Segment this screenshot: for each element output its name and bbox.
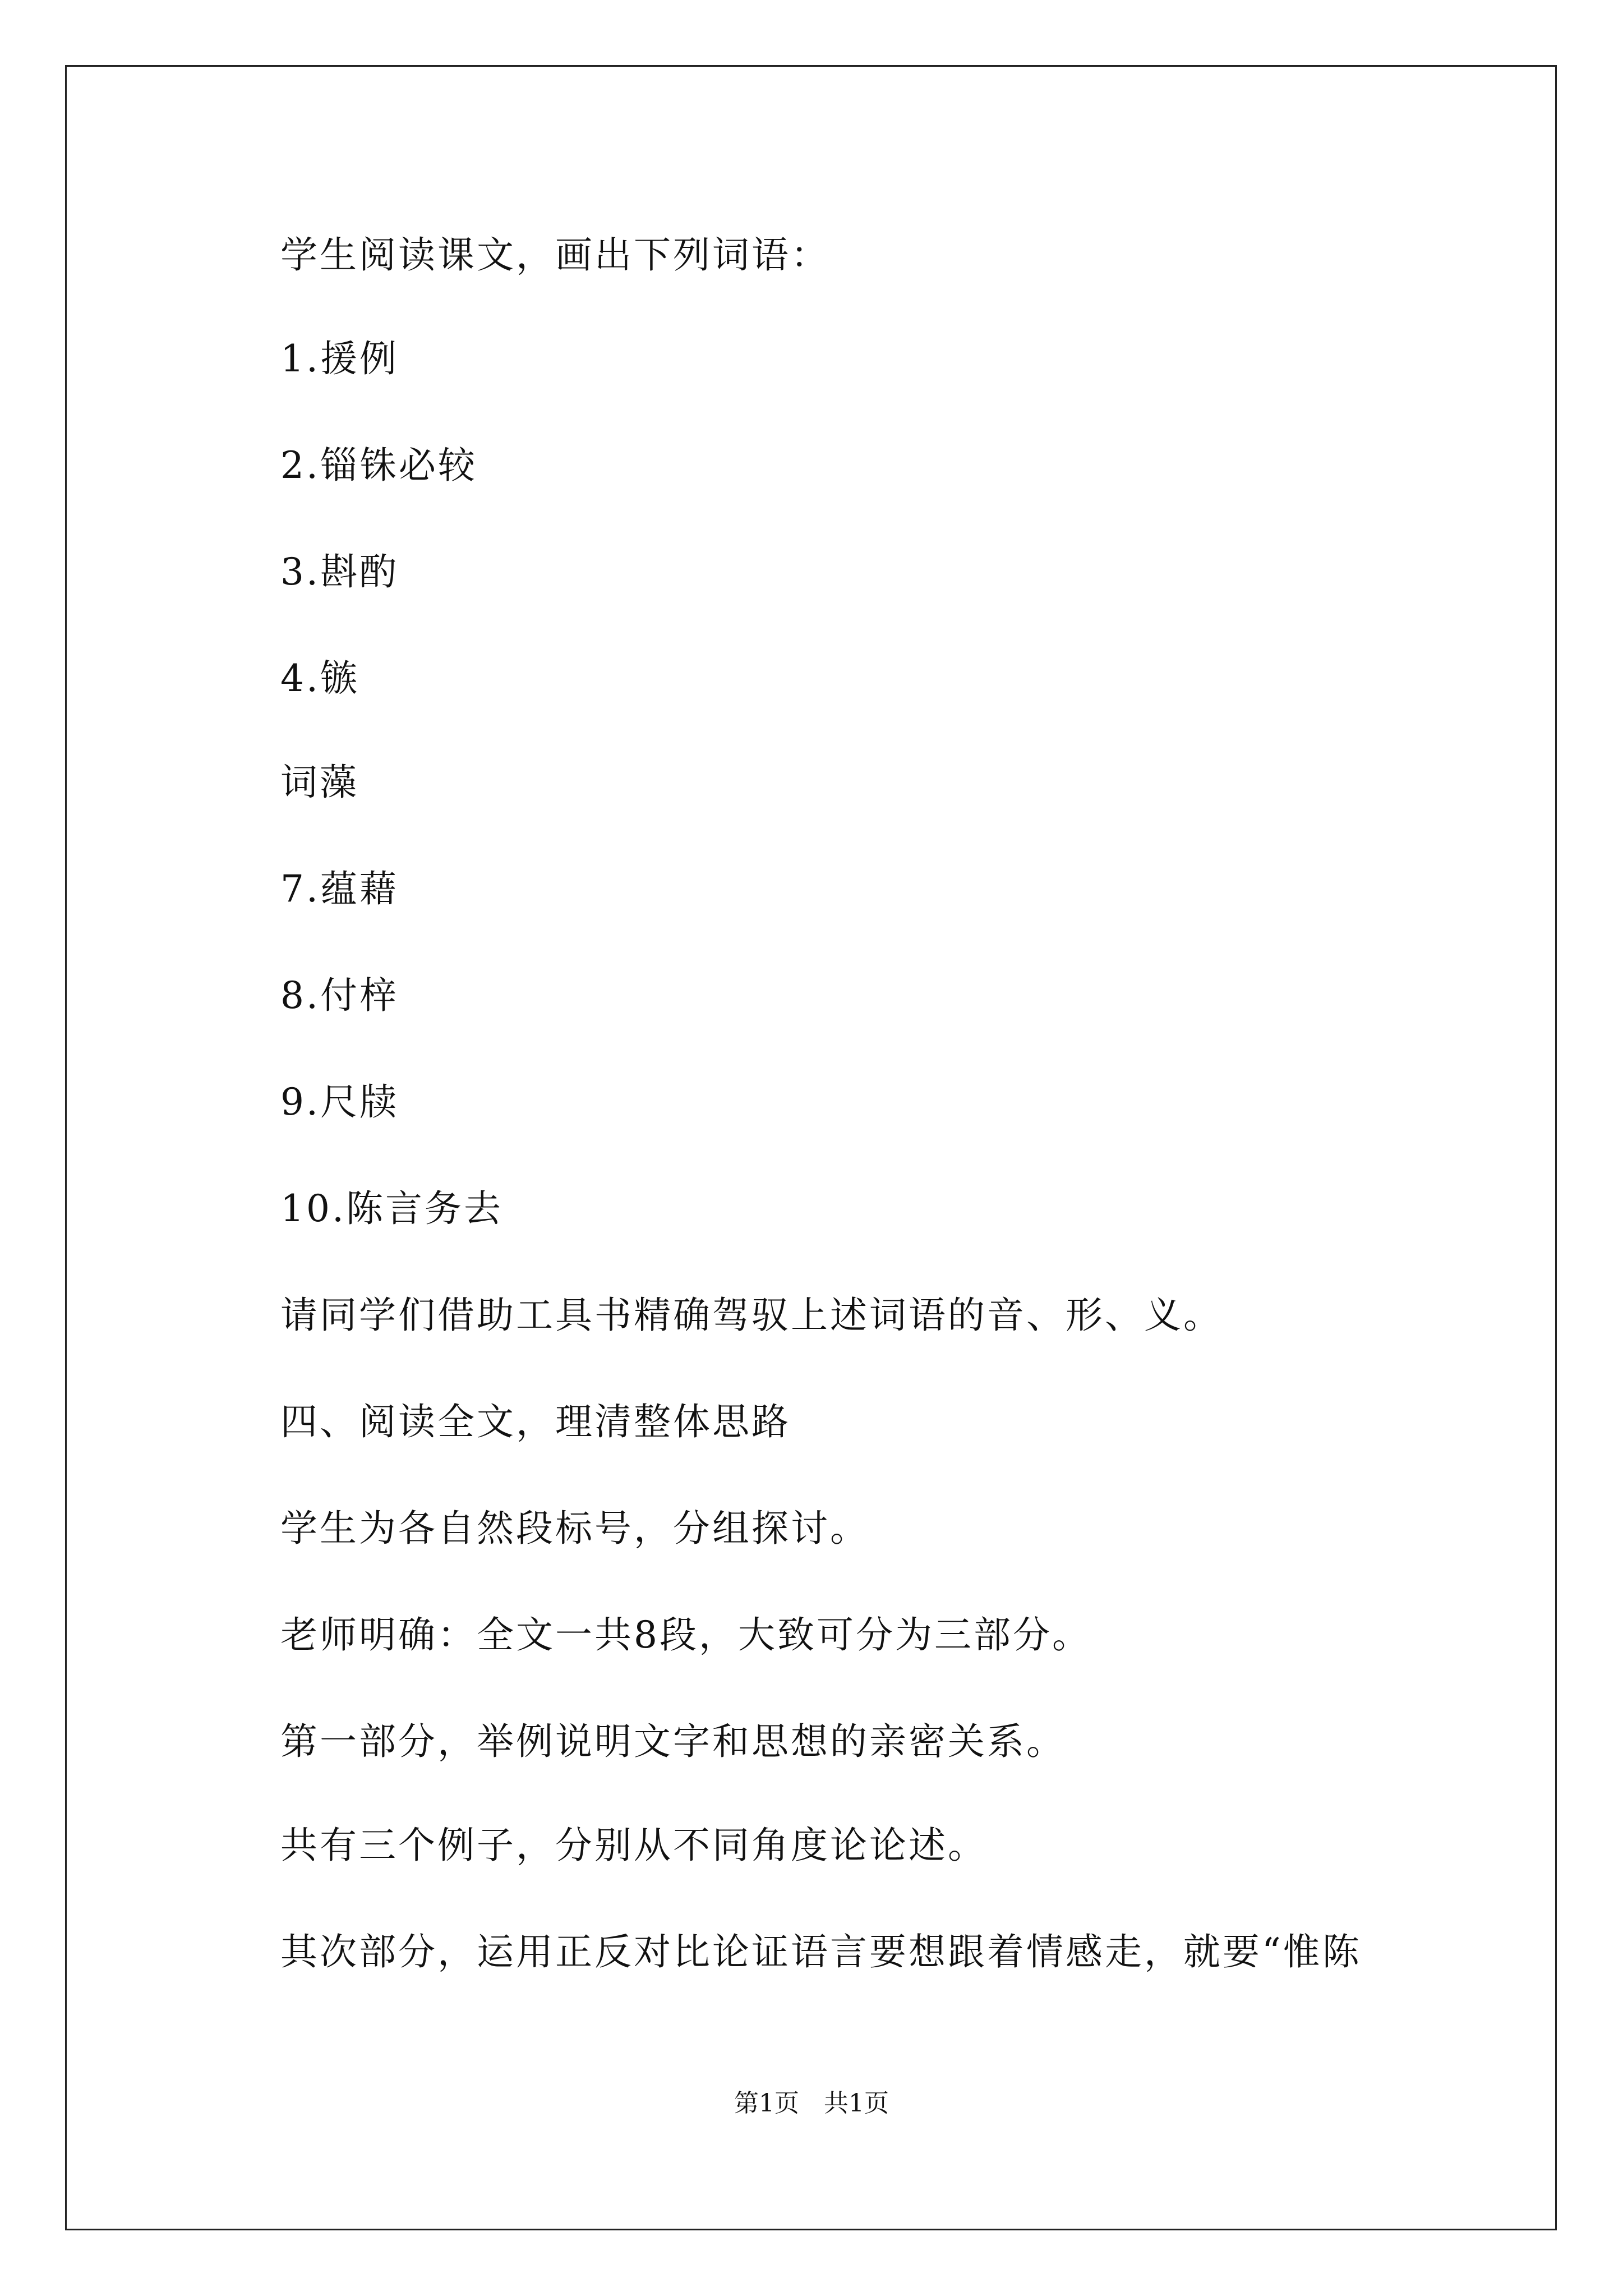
page-footer: 第1页 共1页: [734, 2089, 889, 2118]
vocab-item: 4.镞: [280, 657, 359, 700]
paragraph-line: 学生为各自然段标号，分组探讨。: [280, 1507, 869, 1550]
vocab-item: 2.锱铢必较: [280, 444, 477, 487]
vocab-item: 3.斟酌: [280, 550, 399, 593]
paragraph-line: 请同学们借助工具书精确驾驭上述词语的音、形、义。: [280, 1294, 1223, 1337]
vocab-item: 8.付梓: [280, 974, 399, 1017]
section-heading: 四、阅读全文，理清整体思路: [280, 1400, 791, 1443]
paragraph-line: 共有三个例子，分别从不同角度论论述。: [280, 1824, 987, 1867]
vocab-item: 词藻: [280, 761, 359, 804]
paragraph-line: 其次部分，运用正反对比论证语言要想跟着情感走，就要“惟陈: [280, 1930, 1362, 1973]
vocab-item: 1.援例: [280, 337, 399, 380]
paragraph-line: 老师明确：全文一共8段，大致可分为三部分。: [280, 1613, 1091, 1657]
paragraph-line: 第一部分，举例说明文字和思想的亲密关系。: [280, 1720, 1066, 1763]
vocab-item: 10.陈言务去: [280, 1187, 503, 1230]
vocab-item: 7.蕴藉: [280, 867, 399, 910]
page-border: [65, 65, 1557, 2230]
vocab-item: 9.尺牍: [280, 1080, 399, 1124]
instruction-line: 学生阅读课文，画出下列词语：: [280, 233, 830, 277]
